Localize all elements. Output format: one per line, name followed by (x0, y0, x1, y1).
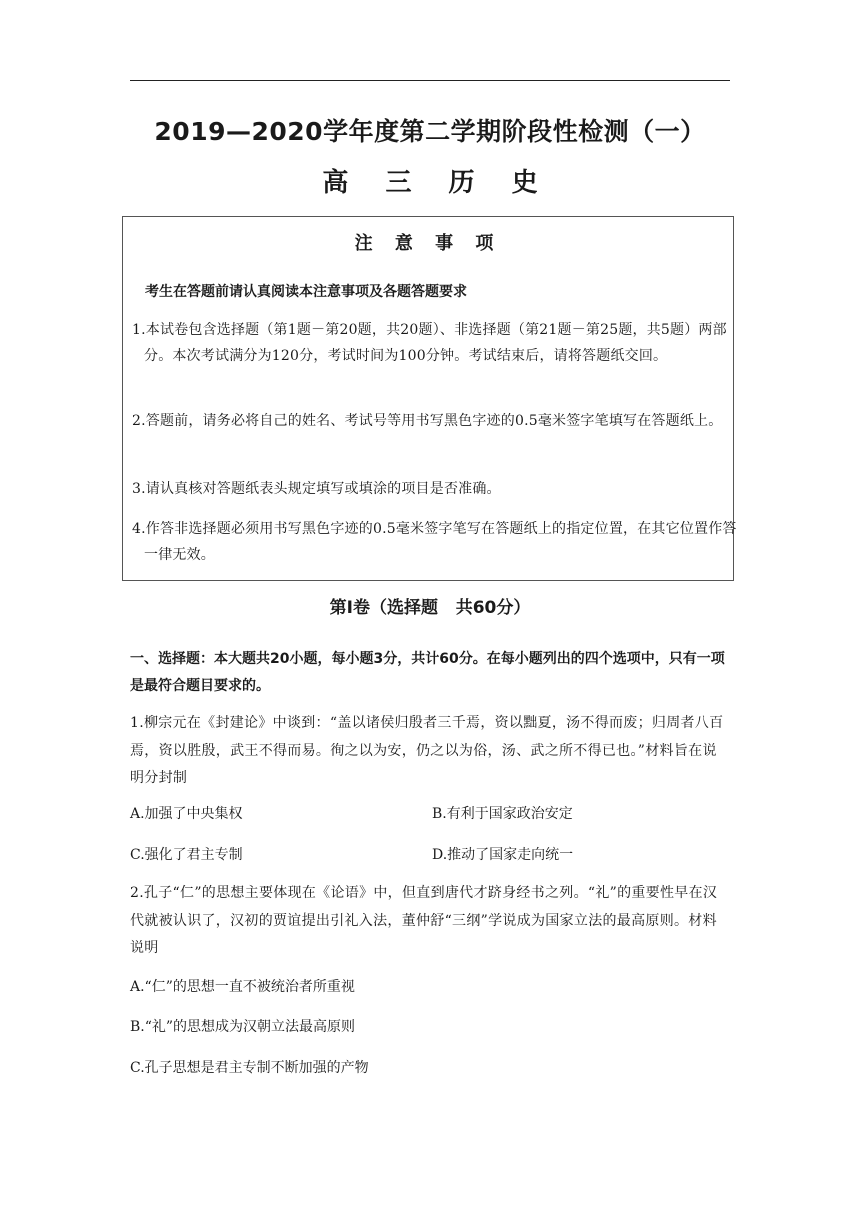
notice-lead: 考生在答题前请认真阅读本注意事项及各题答题要求 (145, 284, 467, 300)
question-2-option-b: B.“礼”的思想成为汉朝立法最高原则 (130, 1019, 356, 1035)
notice-item-2: 2.答题前，请务必将自己的姓名、考试号等用书写黑色字迹的0.5毫米签字笔填写在答题纸上。 (132, 413, 723, 429)
question-1-option-a: A.加强了中央集权 (130, 806, 243, 822)
question-2-option-c: C.孔子思想是君主专制不断加强的产物 (130, 1060, 369, 1076)
question-1-option-b: B.有利于国家政治安定 (432, 806, 573, 822)
notice-box (122, 216, 737, 581)
question-1-stem: 1.柳宗元在《封建论》中谈到：“盖以诸侯归殷者三千焉，资以黜夏，汤不得而废；归周者八百焉，资以胜殷，武王不得而易。徇之以为安，仍之以为俗，汤、武之所不得已也。”材料旨在说明分封制 (130, 715, 724, 786)
exam-title: 2019—2020学年度第二学期阶段性检测（一） (154, 117, 706, 146)
question-1-option-c: C.强化了君主专制 (130, 847, 243, 863)
top-rule (130, 80, 730, 81)
notice-item-3: 3.请认真核对答题纸表头规定填写或填涂的项目是否准确。 (132, 481, 501, 497)
exam-subject: 高 三 历 史 (322, 168, 552, 198)
question-1-option-d: D.推动了国家走向统一 (432, 847, 574, 863)
part-title: 第Ⅰ卷（选择题 共60分） (329, 598, 531, 618)
notice-item-4: 4.作答非选择题必须用书写黑色字迹的0.5毫米签字笔写在答题纸上的指定位置，在其它位置作答一律无效。 (132, 521, 737, 563)
question-2-stem: 2.孔子“仁”的思想主要体现在《论语》中，但直到唐代才跻身经书之列。“礼”的重要性早在汉代就被认识了，汉初的贾谊提出引礼入法，董仲舒“三纲”学说成为国家立法的最高原则。材料说明 (130, 885, 718, 956)
question-2-option-a: A.“仁”的思想一直不被统治者所重视 (130, 979, 355, 995)
notice-heading: 注 意 事 项 (354, 233, 502, 254)
section-heading: 一、选择题：本大题共20小题，每小题3分，共计60分。在每小题列出的四个选项中，只有一项是最符合题目要求的。 (130, 651, 725, 694)
notice-item-1: 1.本试卷包含选择题（第1题－第20题，共20题）、非选择题（第21题－第25题，共5题）两部分。本次考试满分为120分，考试时间为100分钟。考试结束后，请将答题纸交回。 (132, 322, 727, 364)
